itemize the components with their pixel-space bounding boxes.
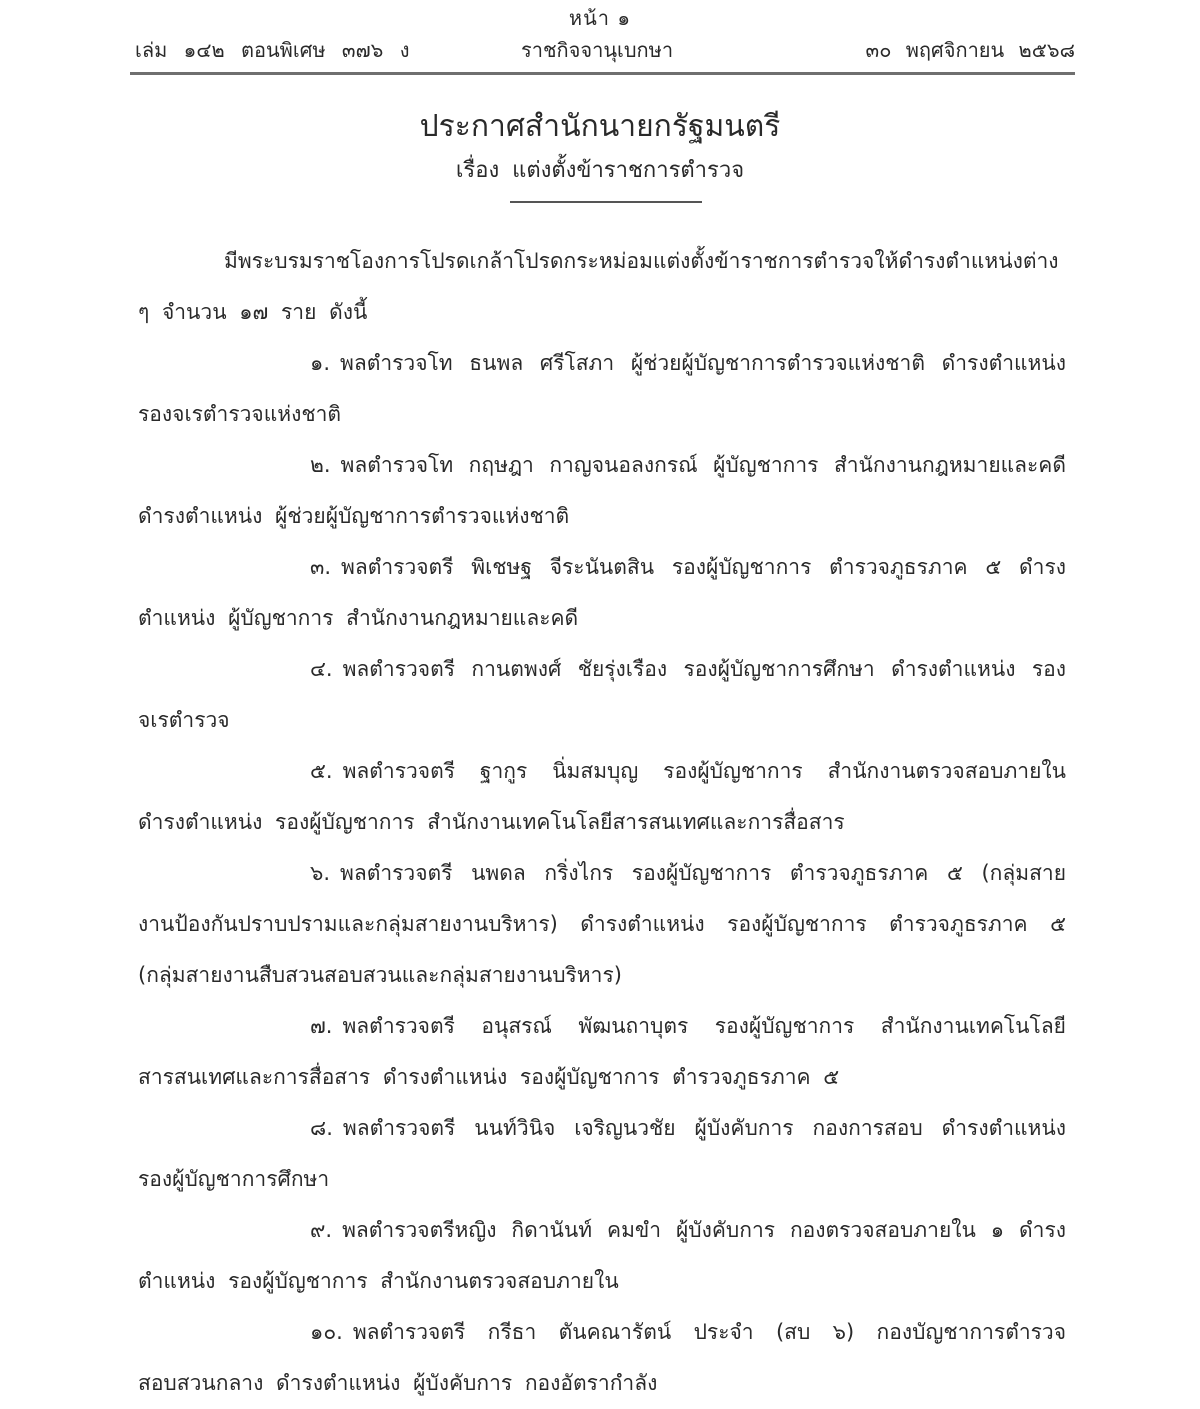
list-item	[138, 440, 1066, 542]
document-body	[138, 236, 1066, 1409]
list-item	[138, 1307, 1066, 1409]
item-text: พลตำรวจตรี อนุสรณ์ พัฒนถาบุตร รองผู้บัญชาการ สำนักงานเทคโนโลยีสารสนเทศและการสื่อสาร ดำรงตำแหน่ง รองผู้บัญชาการ ตำรวจภูธรภาค ๕	[138, 1014, 1066, 1089]
publication-date: ๓๐ พฤศจิกายน ๒๕๖๘	[865, 38, 1075, 62]
intro-paragraph: มีพระบรมราชโองการโปรดเกล้าโปรดกระหม่อมแต่งตั้งข้าราชการตำรวจให้ดำรงตำแหน่งต่าง ๆ จำนวน ๑๗ ราย ดังนี้	[138, 249, 1059, 324]
list-item	[138, 542, 1066, 644]
item-number: ๒.	[310, 453, 331, 477]
item-text: พลตำรวจตรี กรีธา ตันคณารัตน์ ประจำ (สบ ๖) กองบัญชาการตำรวจสอบสวนกลาง ดำรงตำแหน่ง ผู้บังคับการ กองอัตรากำลัง	[138, 1320, 1066, 1395]
item-number: ๑.	[310, 351, 331, 375]
gazette-header	[135, 34, 1075, 66]
item-number: ๓.	[310, 555, 332, 579]
volume-info: เล่ม ๑๔๒ ตอนพิเศษ ๓๗๖ ง	[135, 38, 410, 62]
item-number: ๘.	[310, 1116, 333, 1140]
item-text: พลตำรวจตรี พิเชษฐ จีระนันตสิน รองผู้บัญชาการ ตำรวจภูธรภาค ๕ ดำรงตำแหน่ง ผู้บัญชาการ สำนักงานกฎหมายและคดี	[138, 555, 1066, 630]
item-number: ๙.	[310, 1218, 333, 1242]
item-text: พลตำรวจตรี นนท์วินิจ เจริญนวชัย ผู้บังคับการ กองการสอบ ดำรงตำแหน่ง รองผู้บัญชาการศึกษา	[138, 1116, 1066, 1191]
list-item	[138, 848, 1066, 1001]
item-number: ๗.	[310, 1014, 333, 1038]
list-item	[138, 746, 1066, 848]
item-text: พลตำรวจโท ธนพล ศรีโสภา ผู้ช่วยผู้บัญชาการตำรวจแห่งชาติ ดำรงตำแหน่ง รองจเรตำรวจแห่งชาติ	[138, 351, 1066, 426]
item-number: ๔.	[310, 657, 333, 681]
header-rule	[130, 72, 1075, 75]
title-divider	[510, 201, 702, 203]
list-item	[138, 1205, 1066, 1307]
item-number: ๑๐.	[310, 1320, 343, 1344]
publication-name: ราชกิจจานุเบกษา	[521, 38, 674, 62]
document-title: ประกาศสำนักนายกรัฐมนตรี	[419, 109, 781, 144]
item-text: พลตำรวจตรี นพดล กริ่งไกร รองผู้บัญชาการ ตำรวจภูธรภาค ๕ (กลุ่มสายงานป้องกันปราบปรามและกลุ่มสายงานบริหาร) ดำรงตำแหน่ง รองผู้บัญชาการ ตำรวจภูธรภาค ๕ (กลุ่มสายงานสืบสวนสอบสวนและกลุ่มสายงานบริหาร)	[138, 861, 1066, 987]
page-number: หน้า ๑	[568, 6, 632, 30]
item-text: พลตำรวจตรี กานตพงศ์ ชัยรุ่งเรือง รองผู้บัญชาการศึกษา ดำรงตำแหน่ง รองจเรตำรวจ	[138, 657, 1066, 732]
item-text: พลตำรวจโท กฤษฎา กาญจนอลงกรณ์ ผู้บัญชาการ สำนักงานกฎหมายและคดี ดำรงตำแหน่ง ผู้ช่วยผู้บัญชาการตำรวจแห่งชาติ	[138, 453, 1066, 528]
list-item	[138, 1103, 1066, 1205]
document-subject: เรื่อง แต่งตั้งข้าราชการตำรวจ	[455, 158, 745, 183]
item-text: พลตำรวจตรี ฐากูร นิ่มสมบุญ รองผู้บัญชาการ สำนักงานตรวจสอบภายใน ดำรงตำแหน่ง รองผู้บัญชาการ สำนักงานเทคโนโลยีสารสนเทศและการสื่อสาร	[138, 759, 1066, 834]
item-text: พลตำรวจตรีหญิง กิดานันท์ คมขำ ผู้บังคับการ กองตรวจสอบภายใน ๑ ดำรงตำแหน่ง รองผู้บัญชาการ สำนักงานตรวจสอบภายใน	[138, 1218, 1066, 1293]
item-number: ๕.	[310, 759, 333, 783]
list-item	[138, 644, 1066, 746]
list-item	[138, 338, 1066, 440]
list-item	[138, 1001, 1066, 1103]
item-number: ๖.	[310, 861, 331, 885]
